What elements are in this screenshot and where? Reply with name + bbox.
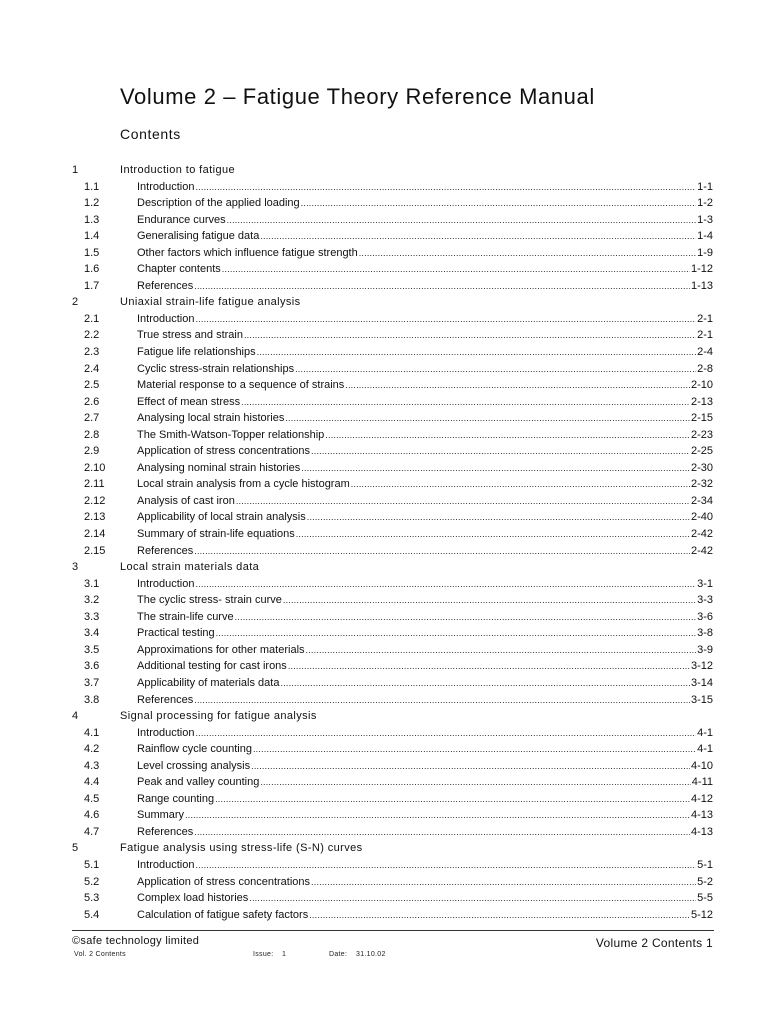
chapter-number: 1: [72, 164, 79, 176]
section-page-number: 5-5: [697, 892, 713, 905]
section-page-number: 4-11: [691, 776, 713, 789]
section-title: Material response to a sequence of strains: [137, 379, 345, 392]
section-title: Chapter contents: [137, 263, 221, 276]
section-title: Effect of mean stress: [137, 395, 241, 408]
section-title: Range counting: [137, 792, 215, 805]
dot-leader: [325, 427, 690, 444]
section-number: 5.3: [84, 892, 100, 905]
section-number: 4.1: [84, 726, 100, 739]
toc-entry: [137, 394, 713, 411]
toc-entry: [137, 725, 713, 742]
dot-leader: [235, 609, 697, 626]
toc-entry: [137, 460, 713, 477]
footer-issue-label: Issue:: [253, 951, 274, 958]
chapter-number: 3: [72, 561, 79, 574]
section-title: Description of the applied loading: [137, 197, 300, 210]
chapter-title: Fatigue analysis using stress-life (S-N) curves: [120, 842, 363, 855]
section-number: 2.1: [84, 312, 100, 325]
dot-leader: [253, 741, 696, 758]
dot-leader: [216, 625, 696, 642]
section-title: The cyclic stress- strain curve: [137, 594, 282, 607]
footer-issue-value: 1: [282, 951, 287, 958]
chapter-title: Local strain materials data: [120, 561, 260, 574]
section-title: Calculation of fatigue safety factors: [137, 908, 309, 921]
dot-leader: [251, 758, 690, 775]
section-title: Fatigue life relationships: [137, 346, 256, 359]
section-page-number: 3-3: [697, 594, 713, 607]
dot-leader: [260, 774, 690, 791]
section-number: 4.7: [84, 825, 100, 838]
section-number: 2.9: [84, 445, 100, 458]
footer-date-value: 31.10.02: [356, 951, 386, 958]
dot-leader: [351, 476, 690, 493]
section-title: The strain-life curve: [137, 610, 234, 623]
section-title: Level crossing analysis: [137, 759, 251, 772]
toc-entry: [137, 625, 713, 642]
section-title: Complex load histories: [137, 892, 249, 905]
section-title: Introduction: [137, 726, 195, 739]
toc-entry: [137, 410, 713, 427]
section-number: 1.6: [84, 263, 100, 276]
section-page-number: 1-1: [697, 180, 713, 193]
section-number: 4.2: [84, 743, 100, 756]
dot-leader: [194, 692, 690, 709]
section-number: 2.11: [84, 478, 105, 491]
section-page-number: 3-12: [690, 660, 713, 673]
section-number: 5.1: [84, 858, 100, 871]
dot-leader: [296, 526, 690, 543]
footer-date-label: Date:: [329, 951, 348, 958]
section-page-number: 2-34: [690, 494, 713, 507]
toc-entry: [137, 509, 713, 526]
table-of-contents: [0, 162, 768, 923]
dot-leader: [185, 807, 690, 824]
section-page-number: 2-32: [690, 478, 713, 491]
section-page-number: 3-1: [697, 577, 713, 590]
section-page-number: 1-3: [697, 213, 713, 226]
toc-section-row: [0, 874, 768, 891]
section-title: References: [137, 279, 194, 292]
section-page-number: 3-15: [690, 693, 713, 706]
section-page-number: 1-9: [697, 246, 713, 259]
section-title: Applicability of materials data: [137, 676, 280, 689]
dot-leader: [236, 493, 690, 510]
toc-entry: [137, 261, 713, 278]
section-page-number: 2-42: [690, 528, 713, 541]
section-number: 2.13: [84, 511, 106, 524]
toc-section-row: [0, 692, 768, 709]
section-number: 2.4: [84, 362, 100, 375]
toc-section-row: [0, 278, 768, 295]
toc-section-row: [0, 857, 768, 874]
section-title: Introduction: [137, 858, 195, 871]
toc-section-row: [0, 361, 768, 378]
section-number: 2.15: [84, 544, 106, 557]
section-number: 1.1: [84, 180, 100, 193]
dot-leader: [194, 278, 690, 295]
toc-entry: [137, 278, 713, 295]
toc-chapter-row: [0, 559, 768, 576]
section-title: Additional testing for cast irons: [137, 660, 287, 673]
toc-entry: [137, 857, 713, 874]
section-page-number: 2-8: [697, 362, 713, 375]
dot-leader: [311, 443, 690, 460]
toc-entry: [137, 195, 713, 212]
section-page-number: 2-4: [697, 346, 713, 359]
section-title: Summary of strain-life equations: [137, 528, 295, 541]
section-number: 1.4: [84, 230, 100, 243]
section-title: Application of stress concentrations: [137, 875, 311, 888]
section-number: 2.14: [84, 528, 106, 541]
section-page-number: 2-15: [690, 412, 713, 425]
section-number: 2.12: [84, 494, 106, 507]
section-number: 1.2: [84, 197, 100, 210]
section-title: References: [137, 693, 194, 706]
toc-section-row: [0, 824, 768, 841]
chapter-number: 2: [72, 296, 79, 309]
toc-section-row: [0, 443, 768, 460]
toc-section-row: [0, 807, 768, 824]
toc-entry: [137, 907, 713, 924]
section-page-number: 4-10: [690, 759, 713, 772]
section-page-number: 2-13: [690, 395, 713, 408]
footer-doc-ref: Vol. 2 Contents: [74, 951, 126, 958]
section-title: Cyclic stress-strain relationships: [137, 362, 295, 375]
section-page-number: 4-13: [690, 825, 713, 838]
toc-entry: [137, 476, 713, 493]
toc-chapter-row: [0, 708, 768, 725]
toc-entry: [137, 493, 713, 510]
footer-divider: [72, 930, 714, 931]
chapter-title: Uniaxial strain-life fatigue analysis: [120, 296, 301, 309]
section-page-number: 4-1: [697, 726, 713, 739]
section-page-number: 2-1: [697, 312, 713, 325]
section-title: Analysing nominal strain histories: [137, 461, 301, 474]
section-title: Analysis of cast iron: [137, 494, 235, 507]
section-title: Practical testing: [137, 627, 215, 640]
section-page-number: 2-30: [690, 461, 713, 474]
toc-chapter-row: [0, 840, 768, 857]
toc-section-row: [0, 725, 768, 742]
section-page-number: 1-12: [690, 263, 713, 276]
section-number: 2.8: [84, 428, 100, 441]
toc-entry: [137, 361, 713, 378]
section-title: Other factors which influence fatigue strength: [137, 246, 358, 259]
toc-section-row: [0, 543, 768, 560]
section-page-number: 2-40: [690, 511, 713, 524]
document-title: Volume 2 – Fatigue Theory Reference Manual: [120, 84, 595, 109]
toc-section-row: [0, 394, 768, 411]
toc-entry: [137, 592, 713, 609]
dot-leader: [194, 824, 690, 841]
toc-section-row: [0, 410, 768, 427]
section-number: 3.2: [84, 594, 100, 607]
toc-section-row: [0, 212, 768, 229]
toc-section-row: [0, 791, 768, 808]
section-number: 4.3: [84, 759, 100, 772]
section-number: 2.10: [84, 461, 106, 474]
section-number: 2.3: [84, 346, 100, 359]
chapter-title: Signal processing for fatigue analysis: [120, 710, 317, 723]
toc-entry: [137, 311, 713, 328]
toc-section-row: [0, 509, 768, 526]
dot-leader: [288, 658, 690, 675]
toc-entry: [137, 692, 713, 709]
dot-leader: [345, 377, 690, 394]
dot-leader: [195, 179, 696, 196]
section-number: 3.8: [84, 693, 100, 706]
section-number: 5.4: [84, 908, 100, 921]
section-title: Analysing local strain histories: [137, 412, 285, 425]
toc-section-row: [0, 675, 768, 692]
toc-section-row: [0, 476, 768, 493]
dot-leader: [311, 874, 696, 891]
section-number: 4.6: [84, 809, 100, 822]
toc-section-row: [0, 907, 768, 924]
section-number: 5.2: [84, 875, 100, 888]
toc-entry: [137, 675, 713, 692]
toc-entry: [137, 543, 713, 560]
toc-section-row: [0, 195, 768, 212]
section-page-number: 1-13: [690, 279, 713, 292]
toc-entry: [137, 791, 713, 808]
section-title: True stress and strain: [137, 329, 243, 342]
section-page-number: 4-13: [690, 809, 713, 822]
toc-entry: [137, 890, 713, 907]
toc-chapter-row: [0, 162, 768, 179]
dot-leader: [195, 857, 696, 874]
section-title: Approximations for other materials: [137, 643, 305, 656]
section-number: 2.5: [84, 379, 100, 392]
chapter-number: 4: [72, 710, 79, 723]
dot-leader: [309, 907, 690, 924]
toc-entry: [137, 576, 713, 593]
section-title: Endurance curves: [137, 213, 226, 226]
section-title: Generalising fatigue data: [137, 230, 260, 243]
toc-section-row: [0, 327, 768, 344]
section-title: Application of stress concentrations: [137, 445, 311, 458]
section-title: Local strain analysis from a cycle histogram: [137, 478, 350, 491]
section-page-number: 2-25: [690, 445, 713, 458]
toc-entry: [137, 443, 713, 460]
toc-section-row: [0, 609, 768, 626]
section-page-number: 2-42: [690, 544, 713, 557]
toc-entry: [137, 774, 713, 791]
toc-section-row: [0, 741, 768, 758]
dot-leader: [222, 261, 690, 278]
toc-section-row: [0, 344, 768, 361]
dot-leader: [307, 509, 690, 526]
section-title: Rainflow cycle counting: [137, 743, 252, 756]
toc-section-row: [0, 890, 768, 907]
section-title: Introduction: [137, 312, 195, 325]
chapter-title: Introduction to fatigue: [120, 164, 235, 176]
dot-leader: [241, 394, 690, 411]
section-number: 3.5: [84, 643, 100, 656]
toc-section-row: [0, 377, 768, 394]
toc-section-row: [0, 592, 768, 609]
dot-leader: [285, 410, 690, 427]
section-page-number: 4-1: [697, 743, 713, 756]
toc-section-row: [0, 460, 768, 477]
toc-entry: [137, 228, 713, 245]
dot-leader: [280, 675, 690, 692]
dot-leader: [295, 361, 696, 378]
toc-entry: [137, 741, 713, 758]
dot-leader: [257, 344, 696, 361]
toc-entry: [137, 609, 713, 626]
toc-entry: [137, 245, 713, 262]
dot-leader: [306, 642, 697, 659]
section-page-number: 3-6: [697, 610, 713, 623]
section-number: 3.6: [84, 660, 100, 673]
toc-section-row: [0, 625, 768, 642]
dot-leader: [195, 311, 696, 328]
toc-entry: [137, 807, 713, 824]
toc-section-row: [0, 642, 768, 659]
section-number: 3.3: [84, 610, 100, 623]
section-page-number: 4-12: [690, 792, 713, 805]
toc-entry: [137, 758, 713, 775]
section-page-number: 5-12: [690, 908, 713, 921]
footer-page-label: Volume 2 Contents 1: [595, 936, 713, 950]
section-page-number: 1-4: [697, 230, 713, 243]
section-number: 3.1: [84, 577, 100, 590]
section-page-number: 5-1: [697, 858, 713, 871]
section-number: 3.7: [84, 676, 100, 689]
section-page-number: 2-10: [690, 379, 713, 392]
section-number: 2.6: [84, 395, 100, 408]
toc-entry: [137, 874, 713, 891]
dot-leader: [359, 245, 696, 262]
section-number: 3.4: [84, 627, 100, 640]
section-title: References: [137, 825, 194, 838]
dot-leader: [249, 890, 696, 907]
section-number: 4.5: [84, 792, 100, 805]
section-page-number: 2-1: [697, 329, 713, 342]
section-title: The Smith-Watson-Topper relationship: [137, 428, 325, 441]
section-title: References: [137, 544, 194, 557]
toc-entry: [137, 179, 713, 196]
toc-chapter-row: [0, 294, 768, 311]
toc-section-row: [0, 427, 768, 444]
section-title: Introduction: [137, 577, 195, 590]
contents-heading: Contents: [120, 126, 181, 142]
footer-copyright: ©safe technology limited: [72, 935, 200, 947]
dot-leader: [283, 592, 696, 609]
section-number: 1.5: [84, 246, 100, 259]
toc-section-row: [0, 245, 768, 262]
toc-entry: [137, 344, 713, 361]
section-title: Summary: [137, 809, 185, 822]
toc-entry: [137, 427, 713, 444]
chapter-number: 5: [72, 842, 79, 855]
toc-section-row: [0, 758, 768, 775]
toc-entry: [137, 526, 713, 543]
section-number: 4.4: [84, 776, 100, 789]
section-page-number: 3-8: [697, 627, 713, 640]
section-number: 2.7: [84, 412, 100, 425]
toc-section-row: [0, 526, 768, 543]
toc-section-row: [0, 261, 768, 278]
toc-section-row: [0, 311, 768, 328]
section-page-number: 2-23: [690, 428, 713, 441]
dot-leader: [301, 460, 690, 477]
dot-leader: [244, 327, 696, 344]
section-title: Applicability of local strain analysis: [137, 511, 306, 524]
dot-leader: [227, 212, 696, 229]
toc-section-row: [0, 228, 768, 245]
toc-section-row: [0, 774, 768, 791]
dot-leader: [260, 228, 696, 245]
dot-leader: [194, 543, 690, 560]
toc-section-row: [0, 179, 768, 196]
section-page-number: 1-2: [697, 197, 713, 210]
dot-leader: [195, 725, 696, 742]
section-number: 2.2: [84, 329, 100, 342]
toc-section-row: [0, 493, 768, 510]
dot-leader: [215, 791, 690, 808]
dot-leader: [195, 576, 696, 593]
section-number: 1.7: [84, 279, 100, 292]
section-page-number: 3-9: [697, 643, 713, 656]
toc-section-row: [0, 576, 768, 593]
toc-entry: [137, 824, 713, 841]
section-page-number: 5-2: [697, 875, 713, 888]
toc-entry: [137, 212, 713, 229]
toc-entry: [137, 377, 713, 394]
section-page-number: 3-14: [690, 676, 713, 689]
toc-entry: [137, 327, 713, 344]
toc-entry: [137, 642, 713, 659]
section-number: 1.3: [84, 213, 100, 226]
dot-leader: [301, 195, 696, 212]
section-title: Introduction: [137, 180, 195, 193]
section-title: Peak and valley counting: [137, 776, 260, 789]
toc-section-row: [0, 658, 768, 675]
toc-entry: [137, 658, 713, 675]
